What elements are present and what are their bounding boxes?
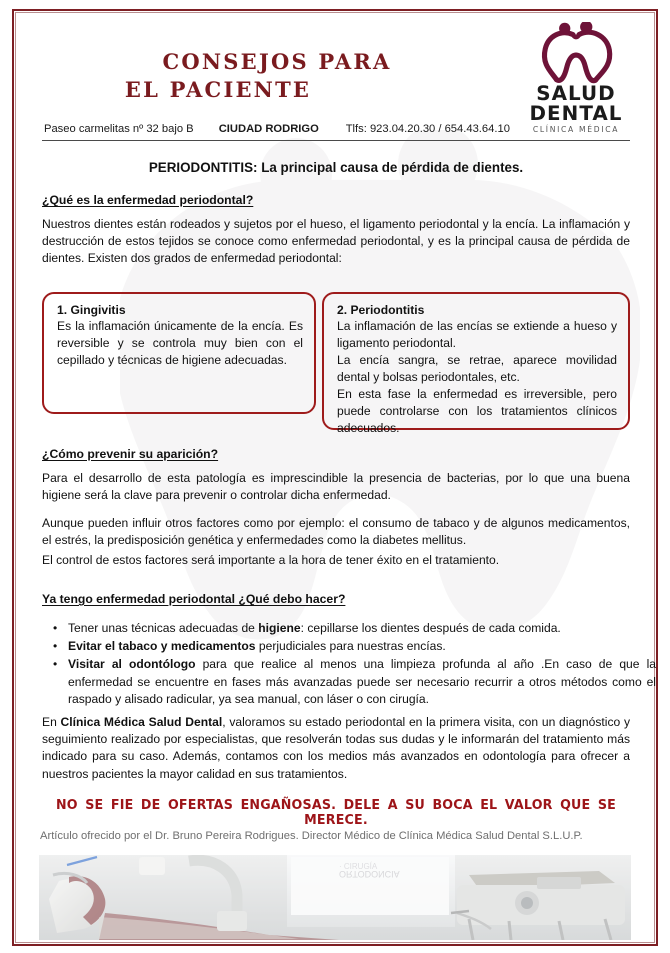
- logo-subtitle: CLÍNICA MÉDICA: [532, 125, 620, 135]
- list-item: • Tener unas técnicas adecuadas de higiene: cepillarse los dientes después de cada comida.: [68, 620, 656, 637]
- contact-city: CIUDAD RODRIGO: [218, 123, 319, 135]
- list-item: • Evitar el tabaco y medicamentos perjudiciales para nuestras encías.: [68, 638, 656, 655]
- dental-clinic-photo: [39, 855, 631, 940]
- paragraph-closing: En Clínica Médica Salud Dental, valoramos su estado periodontal en la primera visita, con un diagnóstico y seguimiento realizado por especialistas, que resolverán todas sus dudas y le informarán del tratamiento más indicado para su caso. Además, contamos con los medios más avanzados en odontología para ofrecer a nuestros pacientes la mayor calidad en sus tratamientos.: [42, 715, 630, 781]
- what-to-do-list: [42, 620, 656, 709]
- list-item: • Visitar al odontólogo para que realice al menos una limpieza profunda al año .En caso de que la enfermedad se encuentre en fases más avanzadas puede ser necesario recurrir a otros métodos como el raspado y alisado radicular, ya sea manual, con láser o con cirugía.: [68, 656, 656, 708]
- page-title: [42, 48, 512, 103]
- paragraph-prevention-2: Aunque pueden influir otros factores como por ejemplo: el consumo de tabaco y de algunos medicamentos, el estrés, la predisposición genética y enfermedades como la diabetes mellitus.: [42, 516, 630, 548]
- paragraph-prevention-3: El control de estos factores será importante a la hora de tener éxito en el tratamiento.: [42, 553, 500, 567]
- grade-box-periodontitis: [322, 292, 630, 435]
- grade-box-gingivitis: [42, 292, 316, 414]
- title-line-1: CONSEJOS PARA: [162, 49, 392, 74]
- clinic-name-emphasis: Clínica Médica Salud Dental: [60, 715, 223, 729]
- paragraph-prevention-1: Para el desarrollo de esta patología es imprescindible la presencia de bacterias, por lo que una buena higiene será la clave para prevenir o controlar dicha enfermedad.: [42, 471, 630, 503]
- paragraph-what-is-periodontal-disease: Nuestros dientes están rodeados y sujetos por el hueso, el ligamento periodontal y la encía. La inflamación y destrucción de estos tejidos se conoce como enfermedad periodontal, y es la principal causa de pérdida de dientes. Existen dos grados de enfermedad periodontal:: [42, 217, 630, 266]
- title-line-2: EL PACIENTE: [124, 76, 312, 102]
- grade-box-title: 1. Gingivitis: [57, 303, 126, 317]
- list-item-emphasis: Evitar el tabaco y medicamentos: [68, 639, 256, 654]
- logo-word-salud: SALUD: [536, 82, 616, 105]
- contact-bar: [44, 123, 586, 135]
- heading-prevention: ¿Cómo prevenir su aparición?: [42, 447, 219, 461]
- grade-box-title: 2. Periodontitis: [337, 303, 425, 317]
- heading-what-is-periodontal-disease: ¿Qué es la enfermedad periodontal?: [42, 193, 254, 207]
- grade-box-body: La inflamación de las encías se extiende a hueso y ligamento periodontal. La encía sangra, se retrae, aparece movilidad dental y bolsas periodontales, etc. En esta fase la enfermedad es irreversible, pero puede controlarse con los tratamientos clínicos adecuados.: [337, 319, 617, 435]
- list-item-emphasis: higiene: [258, 621, 301, 635]
- heading-what-to-do: Ya tengo enfermedad periodontal ¿Qué debo hacer?: [42, 592, 346, 606]
- call-to-action-text: NO SE FIE DE OFERTAS ENGAÑOSAS. DELE A SU BOCA EL VALOR QUE SE MERECE.: [56, 798, 616, 828]
- svg-text:ORTODONCIA: ORTODONCIA: [339, 869, 400, 879]
- document-title: PERIODONTITIS: La principal causa de pérdida de dientes.: [148, 160, 524, 175]
- list-item-emphasis: Visitar al odontólogo: [68, 657, 196, 672]
- article-credit: Artículo ofrecido por el Dr. Bruno Pereira Rodrigues. Director Médico de Clínica Médica Salud Dental S.L.U.P.: [40, 830, 583, 842]
- contact-street: Paseo carmelitas nº 32 bajo B: [44, 123, 194, 135]
- svg-text:· CIRUGÍA: · CIRUGÍA: [339, 862, 378, 871]
- header-divider: [42, 140, 630, 141]
- tooth-icon: [535, 22, 617, 84]
- grade-box-body: Es la inflamación únicamente de la encía. Es reversible y se controla muy bien con el cepillado y técnicas de higiene adecuadas.: [57, 319, 303, 367]
- contact-phones: Tlfs: 923.04.20.30 / 654.43.64.10: [345, 123, 510, 135]
- logo-word-dental: DENTAL: [529, 102, 623, 126]
- clinic-logo: [520, 22, 632, 134]
